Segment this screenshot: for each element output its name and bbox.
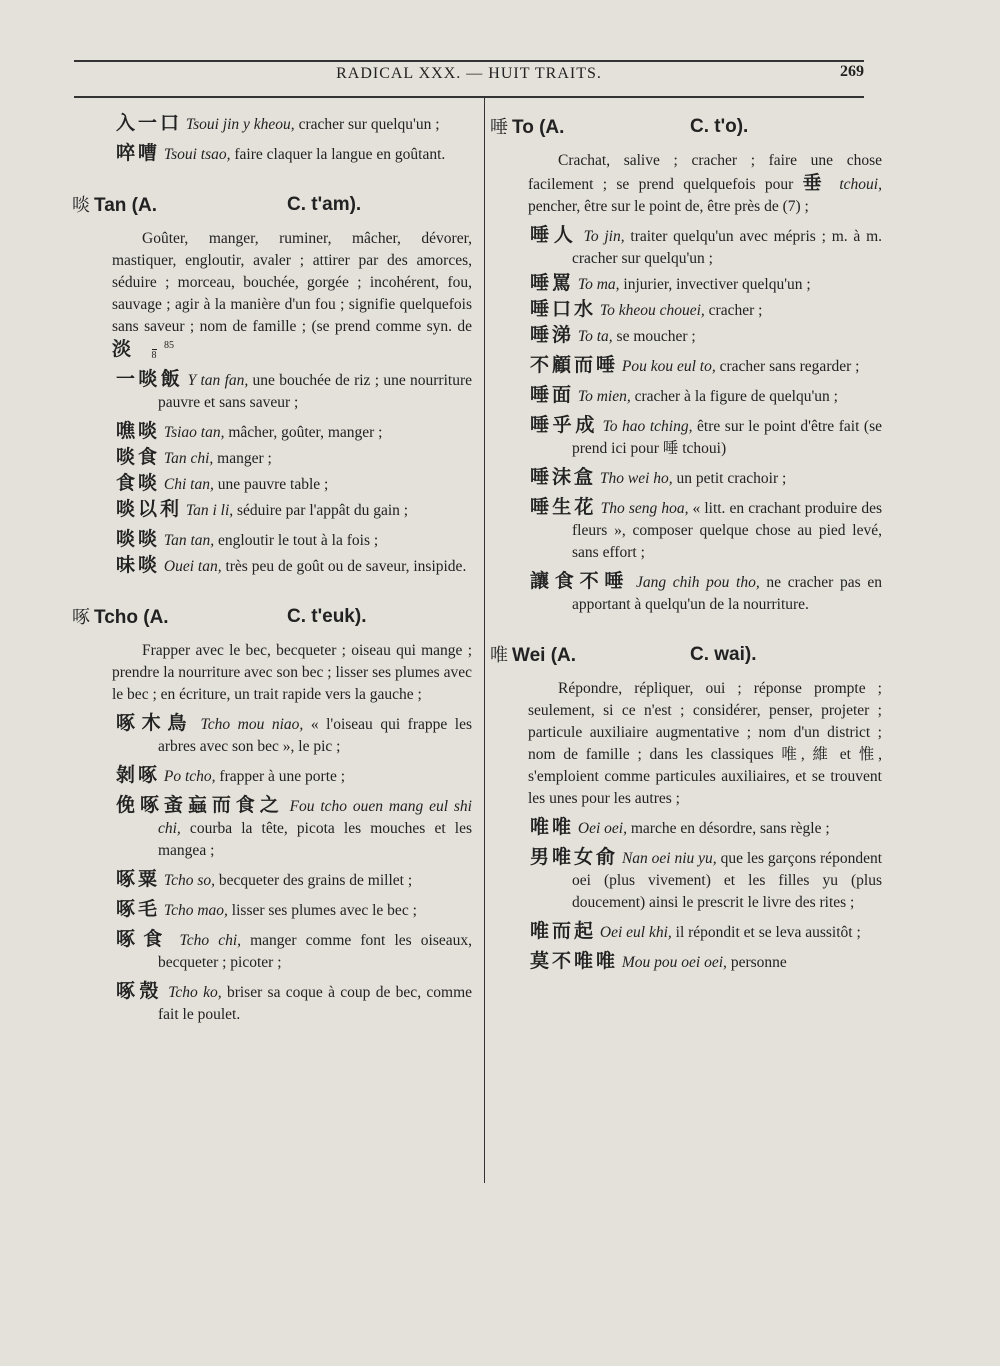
entry-cjk: 味啖 (116, 554, 161, 576)
entry-cjk: 唾生花 (530, 496, 597, 518)
list-item (116, 868, 472, 892)
entry-text: lisser ses plumes avec le bec ; (227, 902, 417, 919)
entry-cjk: 啄殼 (116, 980, 163, 1002)
entry-romanization: To mien, (577, 388, 631, 405)
entry-romanization: Oei oei, (577, 820, 627, 837)
entry-romanization: Tsiao tan, (163, 424, 225, 441)
list-item (116, 980, 473, 1026)
entry-text: faire claquer la langue en goûtant. (230, 146, 446, 163)
entry-cjk: 唾面 (530, 384, 575, 406)
entry-text: cracher sans regarder ; (715, 358, 860, 375)
entry-text: très peu de goût ou de saveur, insipide. (221, 558, 467, 575)
entry-romanization: Nan oei niu yu, (621, 850, 717, 867)
entry-romanization: Jang chih pou tho, (635, 574, 760, 591)
entry-text: « l'oiseau qui frappe les arbres avec son bec », le pic ; (158, 716, 472, 755)
entry-romanization: Tan i li, (185, 502, 234, 519)
entry-text: becqueter des grains de millet ; (215, 872, 413, 889)
entry-cjk: 唾乎成 (530, 414, 599, 436)
definition-text: pencher, être sur le point de, être près de (7) ; (528, 198, 809, 215)
entry-cjk: 啖以利 (116, 498, 183, 520)
entry-cjk: 男唯女俞 (530, 846, 619, 868)
entry-cjk: 噍啖 (116, 420, 161, 442)
headword-cantonese: C. t'o). (690, 116, 749, 137)
definition-wei: Répondre, répliquer, oui ; réponse prompte ; seulement, si ce n'est ; considérer, penser, projeter ; particule auxiliaire augmentative ; nom d'un district ; nom de famille ; dans les classiques 唯, 維 et 惟, s'emploient comme particules auxiliaires, et se trouvent les unes pour les autres ; (528, 680, 882, 807)
entry-text: être sur le point d'être fait (se prend ici pour 唾 tchoui) (572, 418, 882, 457)
headword-name: Tan (A. (94, 195, 157, 216)
entry-cjk: 不顧而唾 (530, 354, 619, 376)
entry-text: que les garçons répondent oei (plus vivement) et les filles yu (plus doucement) ainsi le prescrit le livre des rites ; (572, 850, 883, 911)
headword-tan (72, 190, 472, 220)
list-item (530, 298, 882, 322)
headword-cantonese: C. t'am). (287, 194, 362, 215)
entry-romanization: Mou pou oei oei, (621, 954, 727, 971)
entry-cjk: 啐嘈 (116, 142, 161, 164)
list-item (530, 272, 882, 296)
entry-cjk: 一啖飯 (116, 368, 184, 390)
list-item (116, 446, 472, 470)
headword-char: 唯 (490, 645, 508, 665)
headword-char: 啖 (72, 195, 90, 215)
radical-fraction (134, 341, 174, 361)
headword-char: 唾 (490, 117, 508, 137)
entry-text: cracher ; (704, 302, 763, 319)
list-item (116, 472, 472, 496)
intro-entry (116, 112, 472, 136)
entry-cjk: 唯唯 (530, 816, 575, 838)
entry-text: traiter quelqu'un avec mépris ; m. à m. cracher sur quelqu'un ; (572, 228, 883, 267)
left-column (72, 108, 472, 1026)
entry-text: cracher à la figure de quelqu'un ; (630, 388, 838, 405)
entry-cjk: 讓食不唾 (530, 570, 630, 592)
entry-romanization: Chi tan, (163, 476, 214, 493)
entry-cjk: 俛啄蚉蝱而食之 (116, 794, 284, 816)
running-header: RADICAL XXX. — HUIT TRAITS. (336, 65, 602, 82)
entry-cjk: 啖食 (116, 446, 161, 468)
column-divider (484, 98, 485, 1183)
list-item (530, 950, 882, 974)
entry-cjk: 唾口水 (530, 298, 597, 320)
entry-romanization: To hao tching, (602, 418, 693, 435)
entry-romanization: Tcho so, (163, 872, 215, 889)
entry-text: ne cracher pas en apportant à quelqu'un de la nourriture. (572, 574, 883, 613)
definition-to (528, 150, 882, 218)
headword-name: To (A. (512, 117, 565, 138)
list-item (116, 928, 472, 974)
definition-tcho: Frapper avec le bec, becqueter ; oiseau qui mange ; prendre la nourriture avec son bec ; lisser ses plumes avec le bec ; en écriture, un trait rapide vers la gauche ; (112, 642, 472, 703)
header-rule-bottom (74, 96, 864, 98)
entry-romanization: Tan chi, (163, 450, 214, 467)
list-item (530, 224, 883, 270)
list-item (530, 496, 882, 564)
entry-cjk: 啄木鳥 (116, 712, 193, 734)
entry-text: séduire par l'appât du gain ; (233, 502, 409, 519)
definition-cjk: 垂 (802, 172, 831, 194)
definition-romanization: tchoui, (839, 176, 882, 193)
entry-romanization: To ta, (577, 328, 613, 345)
list-item (116, 554, 472, 578)
list-item (116, 528, 472, 552)
headword-name: Wei (A. (512, 645, 577, 666)
entry-text: mâcher, goûter, manger ; (224, 424, 383, 441)
entry-cjk: 唯而起 (530, 920, 597, 942)
entry-romanization: Tsoui jin y kheou, (185, 116, 295, 133)
entry-romanization: Pou kou eul to, (621, 358, 716, 375)
list-item (116, 368, 472, 414)
entry-romanization: Po tcho, (163, 768, 216, 785)
entry-romanization: To jin, (583, 228, 625, 245)
headword-cantonese: C. wai). (690, 644, 757, 665)
intro-entry (116, 142, 472, 166)
synonym-cjk: 淡 (112, 338, 135, 360)
headword-tcho (72, 602, 472, 632)
entry-cjk: 唾罵 (530, 272, 575, 294)
definition-tan (112, 228, 472, 362)
entry-text: injurier, invectiver quelqu'un ; (619, 276, 811, 293)
headword-cantonese: C. t'euk). (287, 606, 367, 627)
header-rule-top (74, 60, 864, 62)
entry-text: cracher sur quelqu'un ; (294, 116, 440, 133)
entry-romanization: Y tan fan, (187, 372, 249, 389)
entry-romanization: To kheou chouei, (599, 302, 705, 319)
list-item (116, 898, 472, 922)
entry-cjk: 啄食 (116, 928, 171, 950)
entry-text: engloutir le tout à la fois ; (214, 532, 379, 549)
list-item (530, 384, 882, 408)
entry-romanization: Tcho ko, (168, 984, 222, 1001)
list-item (530, 816, 882, 840)
entry-romanization: Tan tan, (163, 532, 215, 549)
page-number: 269 (840, 63, 864, 80)
entry-cjk: 莫不唯唯 (530, 950, 619, 972)
fraction-bottom: 8 (151, 350, 157, 362)
entry-cjk: 入一口 (116, 112, 183, 134)
entry-text: personne (726, 954, 787, 971)
definition-text: Crachat, salive ; cracher ; faire une chose facilement ; se prend quelquefois pour (528, 152, 882, 193)
list-item (530, 920, 882, 944)
list-item (116, 498, 472, 522)
entry-text: se moucher ; (612, 328, 696, 345)
entry-text: manger ; (213, 450, 272, 467)
entry-text: une bouchée de riz ; une nourriture pauvre et sans saveur ; (158, 372, 472, 411)
entry-text: frapper à une porte ; (215, 768, 346, 785)
entry-romanization: Ouei tan, (163, 558, 222, 575)
entry-text: un petit crachoir ; (672, 470, 787, 487)
entry-cjk: 啄毛 (116, 898, 161, 920)
list-item (116, 712, 472, 758)
entry-romanization: Tho wei ho, (599, 470, 673, 487)
headword-char: 啄 (72, 607, 90, 627)
entry-cjk: 啄粟 (116, 868, 161, 890)
list-item (530, 414, 882, 460)
entry-romanization: To ma, (577, 276, 620, 293)
list-item (530, 324, 882, 348)
entry-cjk: 唾人 (530, 224, 578, 246)
entry-text: courba la tête, picota les mouches et les mangea ; (158, 820, 472, 859)
entry-romanization: Tsoui tsao, (163, 146, 231, 163)
headword-to (490, 112, 882, 142)
entry-cjk: 唾沫盒 (530, 466, 597, 488)
entry-text: manger comme font les oiseaux, becqueter ; picoter ; (158, 932, 472, 971)
fraction-top: 85 (164, 340, 175, 352)
entry-text: il répondit et se leva aussitôt ; (671, 924, 861, 941)
entry-cjk: 剝啄 (116, 764, 161, 786)
entry-romanization: Tcho chi, (179, 932, 242, 949)
entry-romanization: Tcho mao, (163, 902, 228, 919)
list-item (530, 846, 883, 914)
entry-romanization: Tho seng hoa, (600, 500, 689, 517)
headword-name: Tcho (A. (94, 607, 169, 628)
entry-text: briser sa coque à coup de bec, comme fait le poulet. (158, 984, 473, 1023)
entry-romanization: Tcho mou niao, (200, 716, 304, 733)
definition-text: Goûter, manger, ruminer, mâcher, dévorer, mastiquer, engloutir, avaler ; attirer par des amorces, séduire ; morceau, bouchée, gorgée ; incohérent, fou, sauvage ; agir à la manière d'un fou ; signifie quelquefois sans saveur ; nom de famille ; (se prend comme syn. de (112, 230, 472, 335)
list-item (530, 570, 883, 616)
list-item (116, 794, 472, 862)
entry-text: marche en désordre, sans règle ; (626, 820, 830, 837)
entry-cjk: 唾涕 (530, 324, 575, 346)
entry-cjk: 啖啖 (116, 528, 161, 550)
entry-romanization: Oei eul khi, (599, 924, 672, 941)
headword-wei (490, 640, 882, 670)
entry-text: une pauvre table ; (213, 476, 329, 493)
entry-cjk: 食啖 (116, 472, 161, 494)
entry-romanization: Fou tcho ouen mang eul shi chi, (158, 798, 472, 837)
list-item (116, 420, 472, 444)
entry-text: « litt. en crachant produire des fleurs », composer quelque chose au pied levé, sans effort ; (572, 500, 882, 561)
list-item (530, 354, 882, 378)
list-item (530, 466, 882, 490)
list-item (116, 764, 472, 788)
right-column (490, 108, 882, 974)
